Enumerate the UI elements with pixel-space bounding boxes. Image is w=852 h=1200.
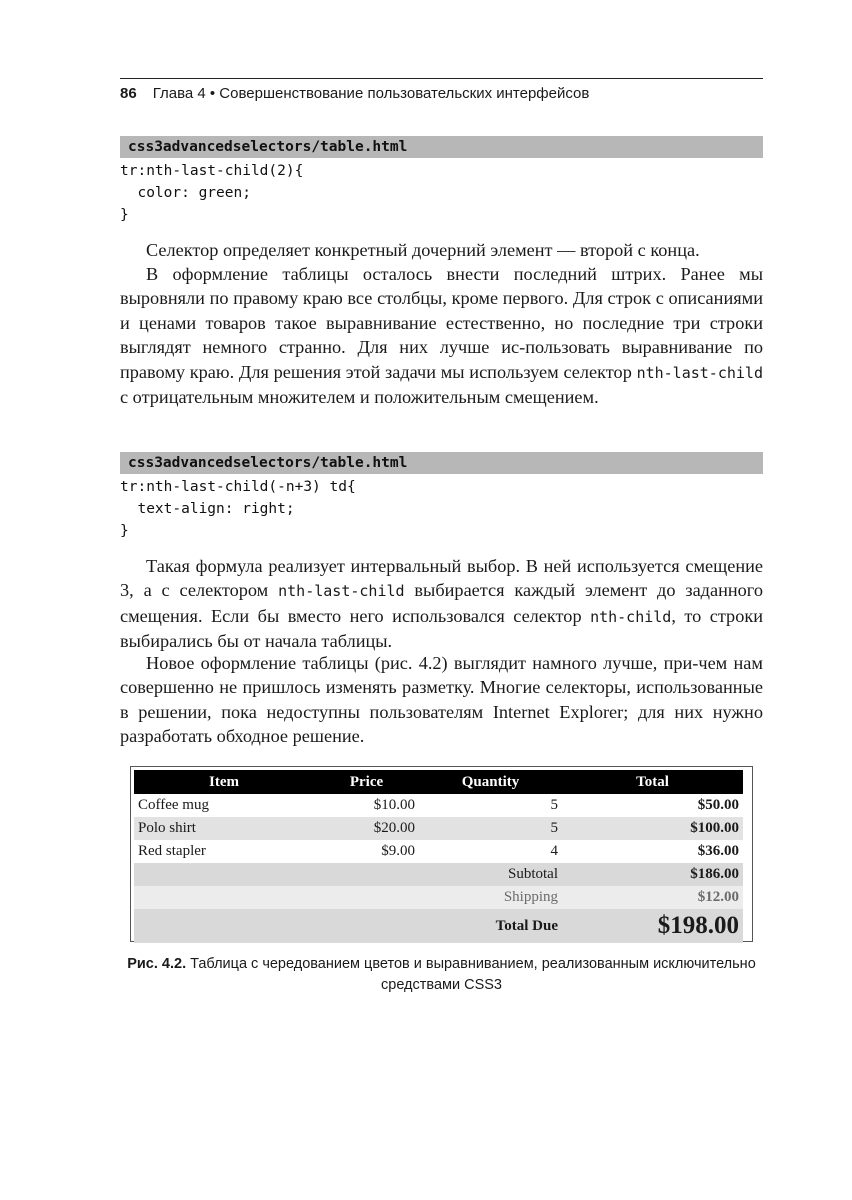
code-line: text-align: right; xyxy=(120,501,295,517)
column-header-total: Total xyxy=(562,770,743,794)
table-row xyxy=(134,794,743,817)
running-header xyxy=(120,78,763,107)
paragraph-text: В оформление таблицы осталось внести последний штрих. Ранее мы выровняли по правому краю все столбцы, кроме первого. Для строк с описаниями и ценами товаров такое выравнивание естественно, но последние три строки выглядят немного странно. Для них лучше ис-пользовать выравнивание по правому краю. Для решения этой задачи мы используем селектор xyxy=(120,264,763,382)
paragraph-text: с отрицательным множителем и положительным смещением. xyxy=(120,387,599,408)
cell-price: $9.00 xyxy=(314,840,419,863)
table-row xyxy=(134,817,743,840)
paragraph-text: выбирается каждый элемент до заданного смещения. Если бы вместо него использовался селектор xyxy=(120,580,763,626)
code-line: color: green; xyxy=(120,185,251,201)
cell-quantity: 4 xyxy=(419,840,562,863)
shipping-label: Shipping xyxy=(134,886,562,909)
cell-price: $10.00 xyxy=(314,794,419,817)
cell-quantity: 5 xyxy=(419,794,562,817)
shipping-value: $12.00 xyxy=(562,886,743,909)
paragraph: Селектор определяет конкретный дочерний элемент — второй с конца. xyxy=(146,240,700,260)
code-line: } xyxy=(120,523,129,539)
code-filename: css3advancedselectors/table.html xyxy=(120,452,763,474)
column-header-quantity: Quantity xyxy=(419,770,562,794)
code-filename: css3advancedselectors/table.html xyxy=(120,136,763,158)
table-header-row xyxy=(134,770,743,794)
total-due-label: Total Due xyxy=(134,909,562,943)
chapter-title: Глава 4 • Совершенствование пользовательских интерфейсов xyxy=(152,85,590,102)
code-line: tr:nth-last-child(-n+3) td{ xyxy=(120,479,356,495)
cell-quantity: 5 xyxy=(419,817,562,840)
total-due-row xyxy=(134,909,743,943)
subtotal-value: $186.00 xyxy=(562,863,743,886)
paragraph-text: Такая формула реализует интервальный выбор. В ней используется смещение 3, а с селектором xyxy=(120,556,763,601)
column-header-item: Item xyxy=(134,770,314,794)
cell-item: Red stapler xyxy=(134,840,314,863)
shipping-row xyxy=(134,886,743,909)
paragraph xyxy=(120,262,763,409)
code-listing-1 xyxy=(120,136,763,226)
code-line: } xyxy=(120,207,129,223)
caption-label: Рис. 4.2. xyxy=(127,956,187,972)
inline-code: nth-last-child xyxy=(636,363,763,382)
subtotal-label: Subtotal xyxy=(134,863,562,886)
cell-total: $100.00 xyxy=(562,817,743,840)
figure-caption xyxy=(120,954,763,996)
paragraph xyxy=(120,554,763,654)
subtotal-row xyxy=(134,863,743,886)
code-listing-2 xyxy=(120,452,763,542)
table-row xyxy=(134,840,743,863)
page-number: 86 xyxy=(120,85,137,102)
paragraph: Новое оформление таблицы (рис. 4.2) выглядит намного лучше, при-чем нам совершенно не пришлось изменять разметку. Многие селекторы, использованные в решении, пока недоступны пользователям Internet Explorer; для них нужно разработать обходное решение. xyxy=(120,653,763,747)
code-line: tr:nth-last-child(2){ xyxy=(120,163,304,179)
cell-total: $36.00 xyxy=(562,840,743,863)
caption-text: Таблица с чередованием цветов и выравниванием, реализованным исключительно средствами CSS3 xyxy=(186,956,756,993)
paragraph-text: , то строки выбирались бы от начала таблицы. xyxy=(120,605,764,652)
cell-item: Polo shirt xyxy=(134,817,314,840)
cell-item: Coffee mug xyxy=(134,794,314,817)
figure-4-2 xyxy=(130,766,753,942)
cell-price: $20.00 xyxy=(314,817,419,840)
total-due-value: $198.00 xyxy=(562,909,743,943)
cell-total: $50.00 xyxy=(562,794,743,817)
inline-code: nth-child xyxy=(590,607,672,626)
invoice-table xyxy=(134,770,743,943)
column-header-price: Price xyxy=(314,770,419,794)
inline-code: nth-last-child xyxy=(278,582,405,601)
